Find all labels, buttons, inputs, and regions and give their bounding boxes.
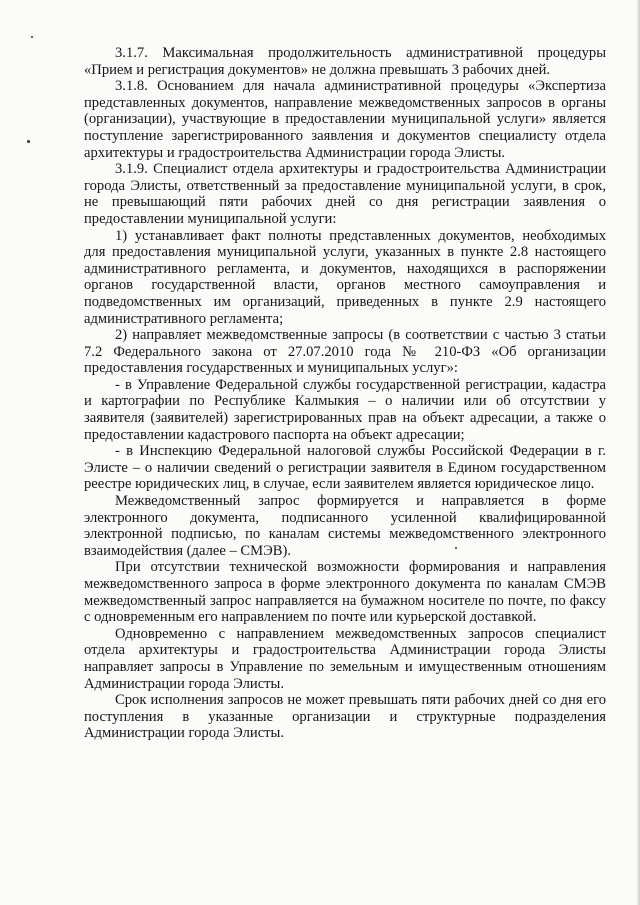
paragraph-3-1-7: 3.1.7. Максимальная продолжительность административной процедуры «Прием и регистрация документов» не должна превышать 3 рабочих дней. <box>84 45 606 78</box>
scan-speck <box>31 36 33 38</box>
paragraph-execution-term: Срок исполнения запросов не может превышать пяти рабочих дней со дня его поступления в указанные организации и структурные подразделения Администрации города Элисты. <box>84 692 606 742</box>
paragraph-electronic-request: Межведомственный запрос формируется и направляется в форме электронного документа, подписанного усиленной квалифицированной электронной подписью, по каналам системы межведомственного электронного взаимодействия (далее – СМЭВ). <box>84 493 606 559</box>
paragraph-request-tax: - в Инспекцию Федеральной налоговой службы Российской Федерации в г. Элисте – о наличии сведений о регистрации заявителя в Едином государственном реестре юридических лиц, в случае, если заявителем является юридическое лицо. <box>84 443 606 493</box>
paragraph-3-1-9: 3.1.9. Специалист отдела архитектуры и градостроительства Администрации города Элисты, ответственный за предоставление муниципальной услуги, в срок, не превышающий пяти рабочих дней со дня регистрации заявления о предоставлении муниципальной услуги: <box>84 161 606 227</box>
paragraph-request-rosreestr: - в Управление Федеральной службы государственной регистрации, кадастра и картографии по Республике Калмыкия – о наличии или об отсутствии у заявителя (заявителей) зарегистрированных прав на объект адресации, а также о предоставлении кадастрового паспорта на объект адресации; <box>84 376 606 443</box>
scan-speck <box>27 140 30 143</box>
scan-speck <box>455 547 457 549</box>
paragraph-simultaneous-requests: Одновременно с направлением межведомственных запросов специалист отдела архитектуры и градостроительства Администрации города Элисты направляет запросы в Управление по земельным и имущественным отношениям Администрации города Элисты. <box>84 625 606 692</box>
document-body <box>84 45 606 742</box>
paragraph-item-1: 1) устанавливает факт полноты представленных документов, необходимых для предоставления муниципальной услуги, указанных в пункте 2.8 настоящего административного регламента, и документов, находящихся в распоряжении органов государственной власти, органов местного самоуправления и подведомственных им организаций, приведенных в пункте 2.9 настоящего административного регламента; <box>84 227 606 327</box>
scan-edge-shadow <box>636 0 640 905</box>
paragraph-paper-request: При отсутствии технической возможности формирования и направления межведомственного запроса в форме электронного документа по каналам СМЭВ межведомственный запрос направляется на бумажном носителе по почте, по факсу с одновременным его направлением по почте или курьерской доставкой. <box>84 559 606 626</box>
paragraph-item-2: 2) направляет межведомственные запросы (в соответствии с частью 3 статьи 7.2 Федерального закона от 27.07.2010 года № 210-ФЗ «Об организации предоставления государственных и муниципальных услуг»: <box>84 327 606 377</box>
paragraph-3-1-8: 3.1.8. Основанием для начала административной процедуры «Экспертиза представленных документов, направление межведомственных запросов в органы (организации), участвующие в предоставлении муниципальной услуги» является поступление зарегистрированного заявления и документов специалисту отдела архитектуры и градостроительства Администрации города Элисты. <box>84 78 606 161</box>
